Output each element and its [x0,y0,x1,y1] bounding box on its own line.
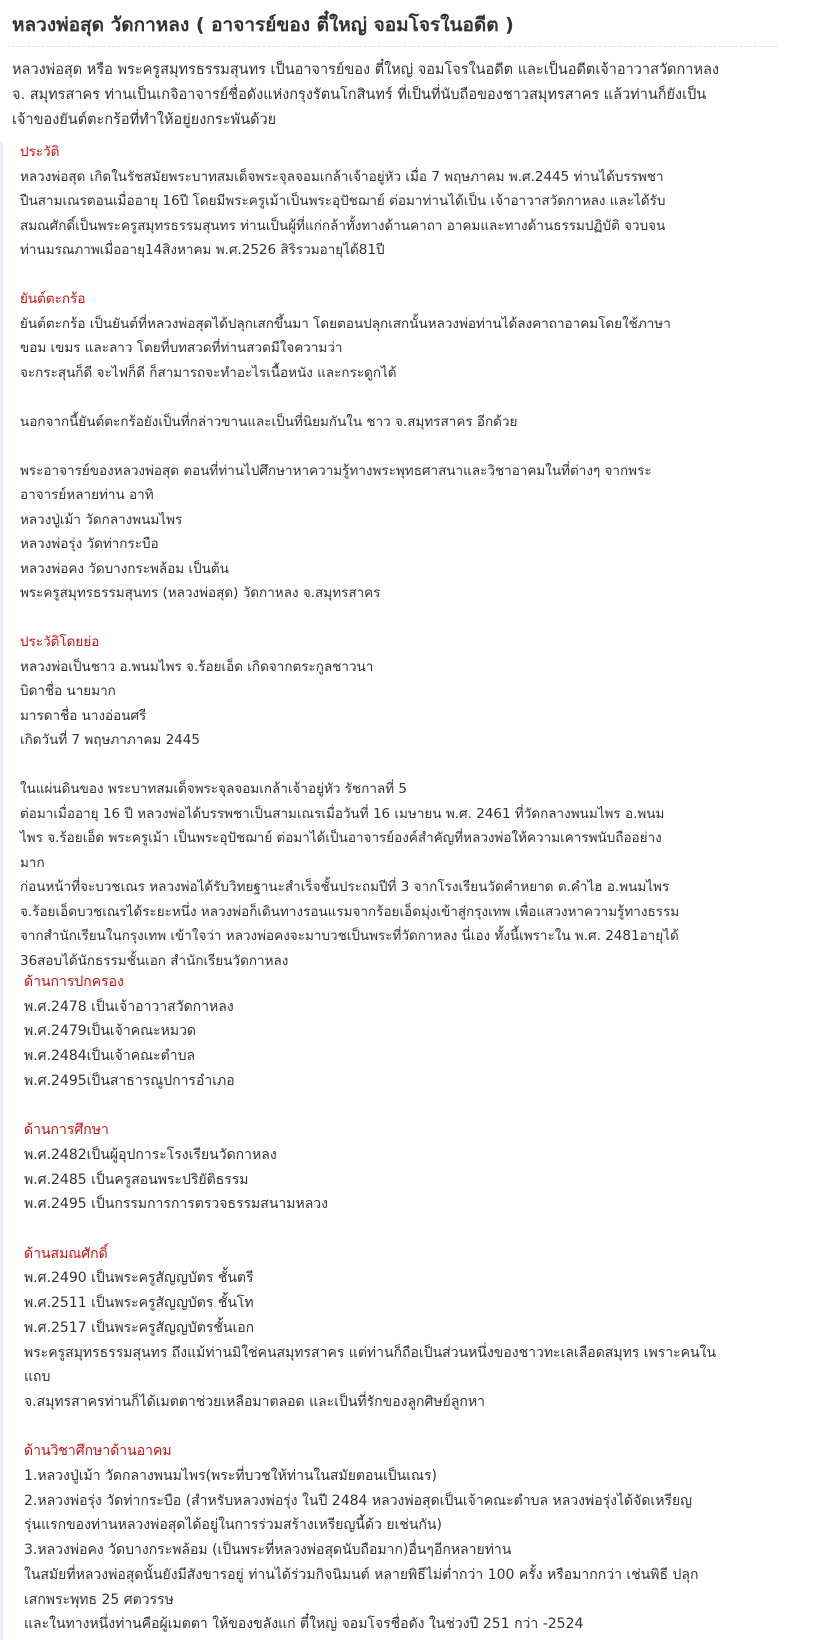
reign-line: 36สอบได้นักธรรมชั้นเอก สำนักเรียนวัดกาหลง [20,952,289,969]
reign-line: ในแผ่นดินของ พระบาทสมเด็จพระจุลจอมเกล้าเจ้าอยู่หัว รัชกาลที่ 5 [20,781,408,797]
page-title: หลวงพ่อสุด วัดกาหลง ( อาจารย์ของ ตี๋ใหญ่ จอมโจรในอดีต ) [12,14,514,36]
rank-line: จ.สมุทรสาครท่านก็ได้เมตตาช่วยเหลือมาตลอด และเป็นที่รักของลูกศิษย์ลูกหา [24,1393,485,1410]
section-heading-education: ด้านการศึกษา [24,1122,109,1139]
yant-line: ยันต์ตะกร้อ เป็นยันต์ที่หลวงพ่อสุดได้ปลุกเสกขึ้นมา โดยตอนปลุกเสกนั้นหลวงพ่อท่านได้ลงคาถาอาคมโดยใช้ภาษา [20,315,671,332]
magic-line: 2.หลวงพ่อรุ่ง วัดท่ากระบือ (สำหรับหลวงพ่อรุ่ง ในปี 2484 หลวงพ่อสุดเป็นเจ้าคณะตำบล หลวงพ่อรุ่งได้จัดเหรียญ [24,1492,693,1509]
education-line: พ.ศ.2495 เป็นกรรมการการตรวจธรรมสนามหลวง [24,1196,328,1213]
brief-line: บิดาชื่อ นายมาก [20,683,116,699]
reign-line: จากสำนักเรียนในกรุงเทพ เข้าใจว่า หลวงพ่อคงจะมาบวชเป็นพระที่วัดกาหลง นี่เอง ทั้งนี้เพราะใน พ.ศ. 2481อายุได้ [20,928,679,944]
content-upper [20,140,810,973]
magic-line: เสกพระพุทธ 25 ศตวรรษ [24,1591,174,1608]
brief-line: มารดาชื่อ นางอ่อนศรี [20,707,147,724]
history-line: ปืนสามเณรตอนเมื่ออายุ 16ปี โดยมีพระครูเม้าเป็นพระอุปัชฌาย์ ต่อมาท่านได้เป็น เจ้าอาวาสวัดกาหลง และได้รับ [20,193,666,209]
history-line: สมณศักดิ์เป็นพระครูสมุทรธรรมสุนทร ท่านเป็นผู้ที่แก่กล้าทั้งทางด้านคาถา อาคมและทางด้านธรรมปฏิบัติ จวบจน [20,217,666,234]
teachers-line: พระอาจารย์ของหลวงพ่อสุด ตอนที่ท่านไปศึกษาหาความรู้ทางพระพุทธศาสนาและวิชาอาคมในที่ต่างๆ จากพระ [20,462,652,479]
section-heading-rank: ด้านสมณศักดิ์ [24,1245,108,1262]
rank-line: พ.ศ.2517 เป็นพระครูสัญญบัตรชั้นเอก [24,1319,255,1336]
magic-line: 3.หลวงพ่อคง วัดบางกระพล้อม (เป็นพระที่หลวงพ่อสุดนับถือมาก)อื่นๆอีกหลายท่าน [24,1542,512,1559]
reign-line: มาก [20,854,45,871]
section-heading-brief: ประวัติโดยย่อ [20,634,100,650]
intro-paragraph [12,58,802,133]
teachers-line: หลวงพ่อรุ่ง วัดท่ากระบือ [20,536,159,552]
reign-line: ก่อนหน้าที่จะบวชเณร หลวงพ่อได้รับวิทยฐานะสำเร็จชั้นประถมปีที่ 3 จากโรงเรียนวัดคำหยาด ต.คำไฮ อ.พนมไพร [20,879,670,895]
intro-line: เจ้าของยันต์ตะกร้อที่ทำให้อยู่ยงกระพันด้วย [12,112,277,128]
admin-line: พ.ศ.2495เป็นสาธารณูปการอำเภอ [24,1072,235,1089]
rank-line: พ.ศ.2490 เป็นพระครูสัญญบัตร ชั้นตรี [24,1270,254,1287]
admin-line: พ.ศ.2484เป็นเจ้าคณะตำบล [24,1048,196,1065]
content-lower [24,970,814,1637]
intro-line: จ. สมุทรสาคร ท่านเป็นเกจิอาจารย์ชื่อดังแห่งกรุงรัตนโกสินทร์ ที่เป็นที่นับถือของชาวสมุทรสาคร แล้วท่านก็ยังเป็น [12,87,707,103]
section-heading-history: ประวัติ [20,144,60,160]
magic-line: รุ่นแรกของท่านหลวงพ่อสุดได้อยู่ในการร่วมสร้างเหรียญนี้ด้ว ยเช่นกัน) [24,1517,442,1534]
section-heading-magic: ด้านวิชาศึกษาด้านอาคม [24,1443,172,1460]
section-heading-yant: ยันต์ตะกร้อ [20,291,86,307]
teachers-line: หลวงปู่เม้า วัดกลางพนมไพร [20,511,183,528]
magic-line: 1.หลวงปู่เม้า วัดกลางพนมไพร(พระที่บวชให้ท่านในสมัยตอนเป็นเณร) [24,1468,437,1485]
reign-line: ต่อมาเมื่ออายุ 16 ปี หลวงพ่อได้บรรพชาเป็นสามเณรเมื่อวันที่ 16 เมษายน พ.ศ. 2461 ที่วัดกลางพนมไพร อ.พนม [20,805,665,822]
reign-line: จ.ร้อยเอ็ดบวชเณรได้ระยะหนึ่ง หลวงพ่อก็เดินทางรอนแรมจากร้อยเอ็ดมุ่งเข้าสู่กรุงเทพ เพื่อแสวงหาความรู้ทางธรรม [20,903,680,920]
yant-line: ขอม เขมร และลาว โดยที่บทสวดที่ท่านสวดมีใจความว่า [20,340,343,356]
section-heading-admin: ด้านการปกครอง [24,974,124,990]
education-line: พ.ศ.2482เป็นผู้อุปการะโรงเรียนวัดกาหลง [24,1146,277,1163]
yant-extra: นอกจากนี้ยันต์ตะกร้อยังเป็นที่กล่าวขานและเป็นที่นิยมกันใน ชาว จ.สมุทรสาคร อีกด้วย [20,413,518,430]
teachers-line: อาจารย์หลายท่าน อาทิ [20,487,154,503]
history-line: ท่านมรณภาพเมื่ออายุ14สิงหาคม พ.ศ.2526 สิริรวมอายุได้81ปี [20,242,385,258]
brief-line: หลวงพ่อเป็นชาว อ.พนมไพร จ.ร้อยเอ็ด เกิดจากตระกูลชาวนา [20,658,374,675]
content-left-border [0,142,3,1640]
rank-line: พ.ศ.2511 เป็นพระครูสัญญบัตร ชั้นโท [24,1295,254,1312]
admin-line: พ.ศ.2479เป็นเจ้าคณะหมวด [24,1023,197,1040]
title-separator [12,46,777,47]
rank-line: แถบ [24,1369,51,1386]
teachers-line: หลวงพ่อคง วัดบางกระพล้อม เป็นต้น [20,560,229,577]
reign-line: ไพร จ.ร้อยเอ็ด พระครูเม้า เป็นพระอุปัชฌาย์ ต่อมาได้เป็นอาจารย์องค์สำคัญที่หลวงพ่อให้ความเคารพนับถืออย่าง [20,830,662,846]
education-line: พ.ศ.2485 เป็นครูสอนพระปริยัติธรรม [24,1171,249,1188]
brief-line: เกิดวันที่ 7 พฤษภาภาคม 2445 [20,732,200,748]
yant-line: จะกระสุนก็ดี จะไฟก็ดี ก็สามารถจะทำอะไรเนื้อหนัง และกระดูกได้ [20,364,397,381]
magic-line: ในสมัยที่หลวงพ่อสุดนั้นยังมีสังขารอยู่ ท่านได้ร่วมกิจนิมนต์ หลายพิธีไม่ต่ำกว่า 100 ครั้ง หรือมากกว่า เช่นพิธี ปลุก [24,1566,699,1583]
magic-line: และในทางหนึ่งท่านคือผู้เมตตา ให้ของขลังแก่ ตี๋ใหญ่ จอมโจรชื่อดัง ในช่วงปี 251 กว่า -2524 [24,1616,584,1633]
history-line: หลวงพ่อสุด เกิดในรัชสมัยพระบาทสมเด็จพระจุลจอมเกล้าเจ้าอยู่หัว เมื่อ 7 พฤษภาคม พ.ศ.2445 ท่านได้บรรพชา [20,168,664,185]
admin-line: พ.ศ.2478 เป็นเจ้าอาวาสวัดกาหลง [24,998,234,1015]
teachers-line: พระครูสมุทรธรรมสุนทร (หลวงพ่อสุด) วัดกาหลง จ.สมุทรสาคร [20,585,381,601]
rank-line: พระครูสมุทรธรรมสุนทร ถึงแม้ท่านมิใช่คนสมุทรสาคร แต่ท่านก็ถือเป็นส่วนหนึ่งของชาวทะเลเลือดสมุทร เพราะคนใน [24,1344,717,1361]
intro-line: หลวงพ่อสุด หรือ พระครูสมุทรธรรมสุนทร เป็นอาจารย์ของ ตี๋ใหญ่ จอมโจรในอดีต และเป็นอดีตเจ้าอาวาสวัดกาหลง [12,62,719,78]
